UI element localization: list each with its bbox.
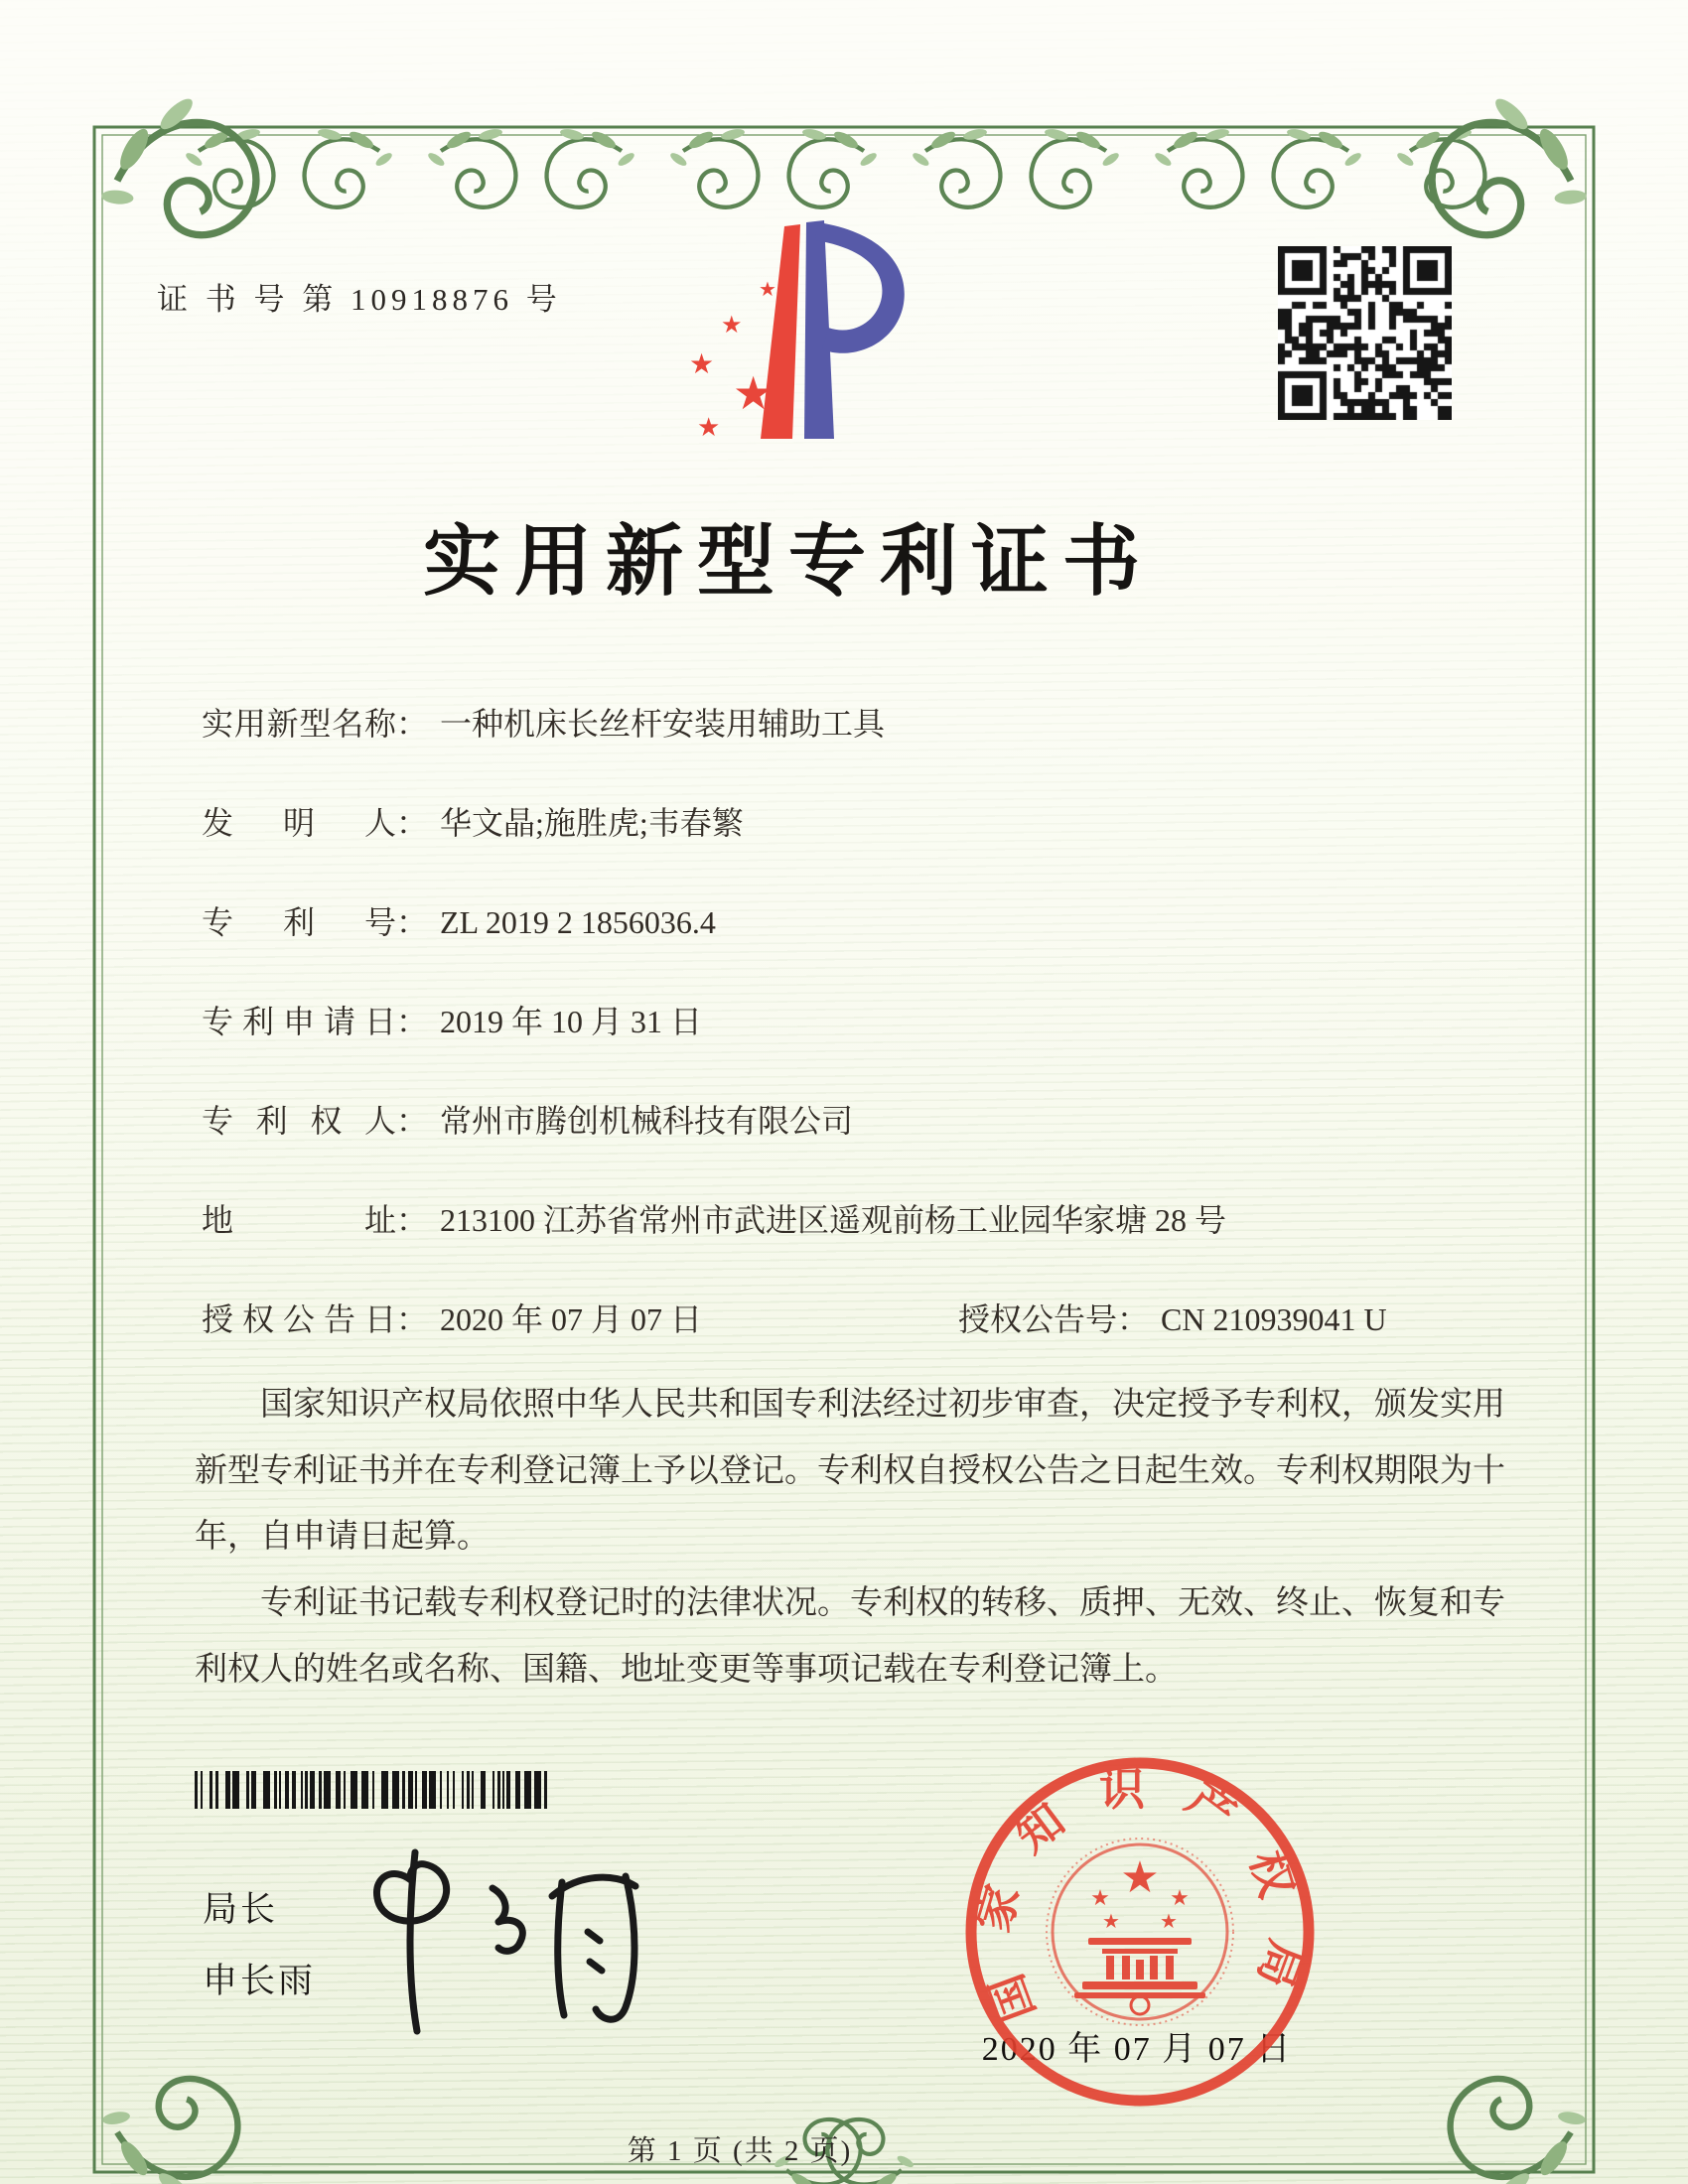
national-emblem-icon xyxy=(1047,1839,1233,2025)
field-value: 2020 年 07 月 07 日 xyxy=(440,1301,703,1337)
star-icon: ★ xyxy=(733,368,774,419)
star-icon: ★ xyxy=(721,313,743,339)
field-label: 专利权人 xyxy=(202,1103,396,1139)
field-row xyxy=(202,997,702,1042)
field-label: 专利申请日 xyxy=(202,1004,396,1039)
field-label: 专利号 xyxy=(202,904,396,940)
certificate-number: 证 书 号 第 10918876 号 xyxy=(157,282,562,317)
field-value: 213100 江苏省常州市武进区遥观前杨工业园华家塘 28 号 xyxy=(440,1202,1227,1238)
field-value: 一种机床长丝杆安装用辅助工具 xyxy=(440,706,886,742)
star-icon: ★ xyxy=(689,349,715,380)
field-value: CN 210939041 U xyxy=(1161,1301,1387,1337)
field-colon: ： xyxy=(396,1004,429,1039)
field-row xyxy=(202,798,744,844)
field-value: 2019 年 10 月 31 日 xyxy=(440,1004,703,1039)
field-colon: ： xyxy=(396,1202,429,1238)
body-paragraph: 国家知识产权局依照中华人民共和国专利法经过初步审查，决定授予专利权，颁发实用新型专利证书并在专利登记簿上予以登记。专利权自授权公告之日起生效。专利权期限为十年，自申请日起算。 xyxy=(195,1387,1505,1556)
svg-text:★: ★ xyxy=(1170,1885,1190,1910)
field-row-grant xyxy=(202,1295,1387,1340)
page-footer: 第 1 页 (共 2 页) xyxy=(627,2135,853,2167)
legal-text-block xyxy=(195,1372,1505,1703)
field-row xyxy=(202,1195,1226,1241)
field-row xyxy=(202,699,885,745)
body-paragraph: 专利证书记载专利权登记时的法律状况。专利权的转移、质押、无效、终止、恢复和专利权人的姓名或名称、国籍、地址变更等事项记载在专利登记簿上。 xyxy=(195,1584,1505,1688)
official-seal xyxy=(951,1743,1329,2120)
svg-text:★: ★ xyxy=(1120,1853,1160,1902)
director-title: 局长 xyxy=(203,1890,279,1929)
seal-ring-text: 国家知识产权局 xyxy=(967,1763,1313,2028)
field-colon: ： xyxy=(396,1103,429,1139)
field-colon: ： xyxy=(396,1301,429,1337)
field-colon: ： xyxy=(396,904,429,940)
field-value: 华文晶;施胜虎;韦春繁 xyxy=(440,805,744,841)
svg-text:★: ★ xyxy=(1090,1885,1110,1910)
certificate-title: 实用新型专利证书 xyxy=(422,518,1154,605)
field-row xyxy=(202,1096,853,1142)
star-icon: ★ xyxy=(759,279,776,301)
seal-date: 2020 年 07 月 07 日 xyxy=(981,2031,1293,2068)
field-colon: ： xyxy=(396,805,429,841)
field-label: 授权公告日 xyxy=(202,1301,396,1337)
star-icon: ★ xyxy=(697,413,721,442)
cnipa-logo-icon xyxy=(673,210,933,457)
field-colon: ： xyxy=(1117,1301,1150,1337)
barcode xyxy=(195,1771,550,1809)
field-label: 授权公告号 xyxy=(958,1301,1118,1337)
field-row xyxy=(202,897,716,943)
field-label: 发明人 xyxy=(202,805,396,841)
field-value: 常州市腾创机械科技有限公司 xyxy=(440,1103,854,1139)
grant-number-pair xyxy=(958,1295,1387,1340)
field-label: 地址 xyxy=(202,1202,396,1238)
field-colon: ： xyxy=(396,706,429,742)
field-value: ZL 2019 2 1856036.4 xyxy=(440,904,716,940)
svg-text:★: ★ xyxy=(1160,1911,1178,1933)
qr-code xyxy=(1278,246,1452,420)
field-label: 实用新型名称 xyxy=(202,706,396,742)
svg-text:★: ★ xyxy=(1102,1911,1120,1933)
director-signature xyxy=(365,1837,653,2045)
director-name: 申长雨 xyxy=(203,1962,317,2000)
